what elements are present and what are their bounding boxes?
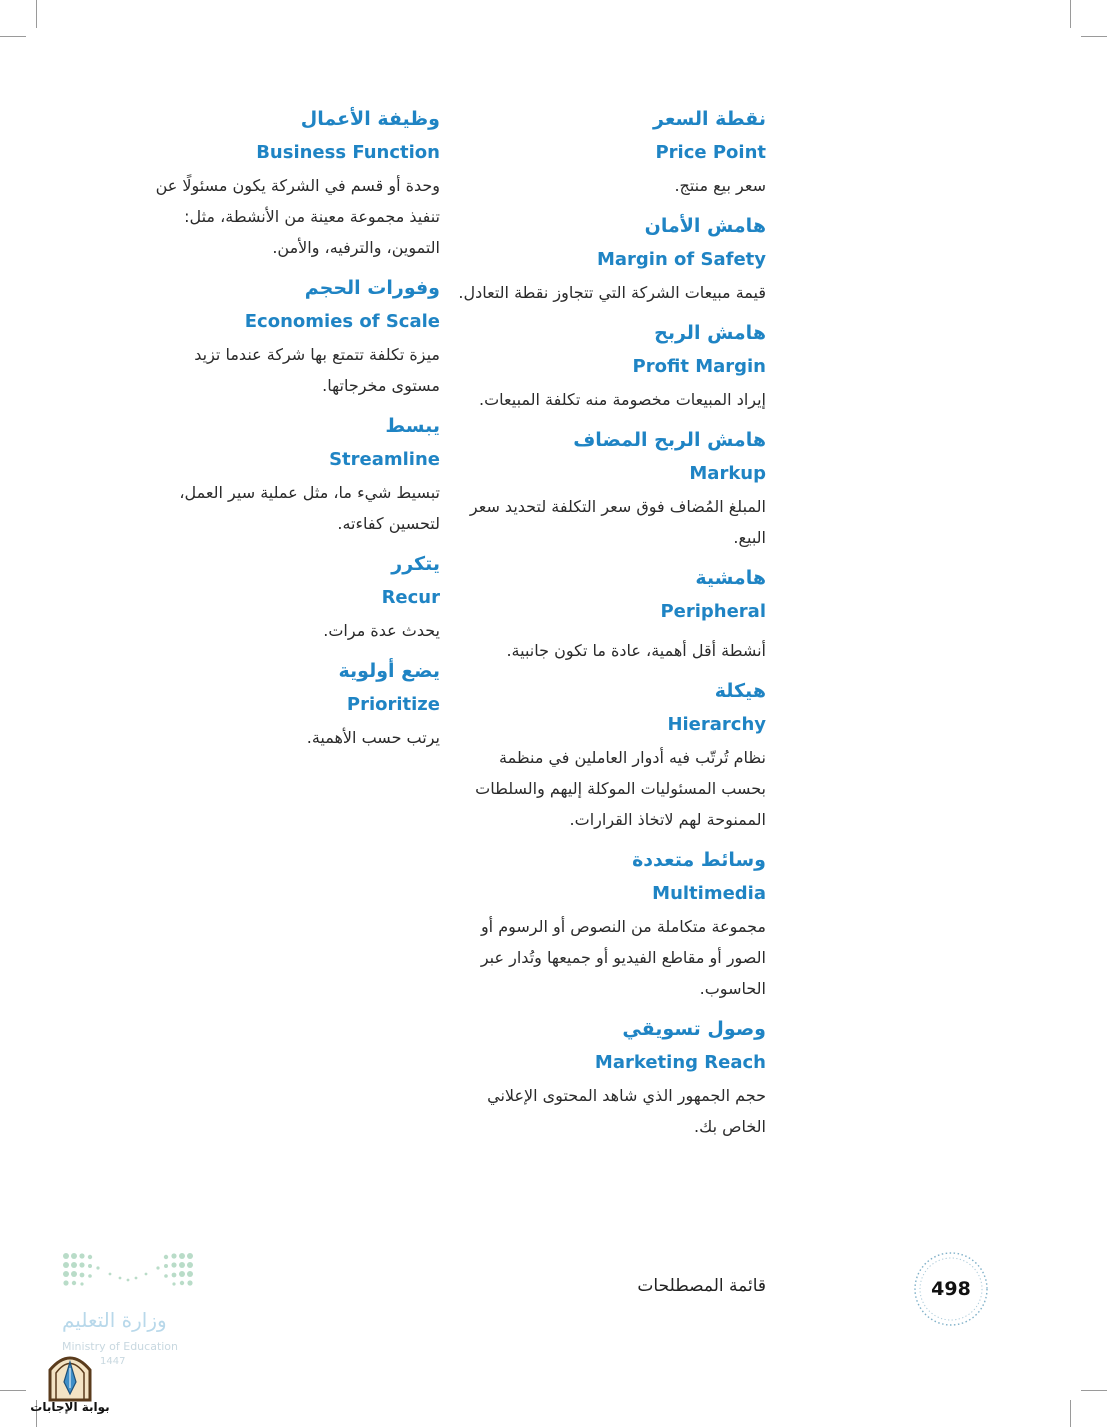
term-definition: إيراد المبيعات مخصومة منه تكلفة المبيعات. (479, 390, 766, 409)
glossary-column-right (452, 104, 766, 1152)
crop-mark (36, 0, 37, 28)
term-definition: قيمة مبيعات الشركة التي تتجاوز نقطة التعادل. (458, 283, 766, 302)
term-definition: وحدة أو قسم في الشركة يكون مسئولًا عن تنفيذ مجموعة معينة من الأنشطة، مثل: التموين، والترفيه، والأمن. (155, 176, 440, 257)
crop-mark (1070, 1400, 1071, 1427)
page-number: 498 (931, 1278, 971, 1300)
term-english: Hierarchy (667, 714, 766, 735)
term-arabic: نقطة السعر (653, 108, 766, 130)
glossary-term (150, 273, 440, 401)
ministry-name-arabic: وزارة التعليم (62, 1308, 167, 1332)
glossary-term (452, 1014, 766, 1142)
term-arabic: هامش الربح المضاف (573, 429, 766, 451)
glossary-term (452, 104, 766, 201)
term-arabic: وسائط متعددة (632, 849, 766, 871)
term-english: Prioritize (346, 694, 440, 715)
glossary-term (150, 104, 440, 263)
term-arabic: هيكلة (714, 680, 766, 702)
term-arabic: وظيفة الأعمال (300, 108, 440, 130)
term-arabic: وصول تسويقي (622, 1018, 766, 1040)
term-definition: أنشطة أقل أهمية، عادة ما تكون جانبية. (506, 641, 766, 660)
term-definition: سعر بيع منتج. (674, 176, 766, 195)
term-definition: يحدث عدة مرات. (323, 621, 440, 640)
glossary-column-left (150, 104, 440, 763)
ministry-dots-icon (40, 1250, 210, 1306)
term-definition: المبلغ المُضاف فوق سعر التكلفة لتحديد سعر البيع. (469, 497, 766, 547)
term-english: Business Function (256, 142, 440, 163)
term-arabic: وفورات الحجم (304, 277, 440, 299)
term-definition: يرتب حسب الأهمية. (306, 728, 440, 747)
glossary-term (452, 318, 766, 415)
term-definition: مجموعة متكاملة من النصوص أو الرسوم أو الصور أو مقاطع الفيديو أو جميعها وتُدار عبر الحاسوب. (480, 917, 766, 998)
ministry-year: 1447 (100, 1356, 126, 1367)
term-english: Peripheral (660, 601, 766, 622)
term-definition: تبسيط شيء ما، مثل عملية سير العمل، لتحسين كفاءته. (179, 483, 440, 533)
badge-text: بوابة الإجابات (30, 1400, 110, 1414)
glossary-term (150, 411, 440, 539)
term-arabic: هامشية (695, 567, 766, 589)
glossary-term (452, 425, 766, 553)
arch-pen-icon (30, 1348, 110, 1402)
term-english: Recur (381, 587, 440, 608)
term-arabic: هامش الأمان (644, 215, 766, 237)
term-definition: ميزة تكلفة تتمتع بها شركة عندما تزيد مستوى مخرجاتها. (194, 345, 440, 395)
term-english: Multimedia (652, 883, 766, 904)
term-english: Price Point (655, 142, 766, 163)
crop-mark (1070, 0, 1071, 28)
crop-mark (1081, 36, 1107, 37)
crop-mark (0, 1390, 26, 1391)
term-arabic: يضع أولوية (338, 660, 440, 682)
glossary-term (452, 676, 766, 835)
term-english: Marketing Reach (594, 1052, 766, 1073)
term-english: Profit Margin (632, 356, 766, 377)
term-arabic: يتكرر (391, 553, 440, 575)
term-definition: حجم الجمهور الذي شاهد المحتوى الإعلاني الخاص بك. (487, 1086, 766, 1136)
term-arabic: هامش الربح (654, 322, 766, 344)
crop-mark (1081, 1390, 1107, 1391)
term-english: Margin of Safety (596, 249, 766, 270)
footer-section-title: قائمة المصطلحات (637, 1276, 766, 1296)
glossary-term (150, 549, 440, 646)
term-english: Markup (689, 463, 766, 484)
glossary-term (452, 845, 766, 1004)
glossary-term (150, 656, 440, 753)
ministry-name-english: Ministry of Education (62, 1340, 179, 1353)
page-number-badge (912, 1250, 990, 1328)
glossary-term (452, 211, 766, 308)
term-arabic: يبسط (385, 415, 440, 437)
crop-mark (0, 36, 26, 37)
term-english: Economies of Scale (244, 311, 440, 332)
answers-portal-badge (30, 1348, 110, 1424)
term-english: Streamline (329, 449, 440, 470)
term-definition: نظام تُرتّب فيه أدوار العاملين في منظمة بحسب المسئوليات الموكلة إليهم والسلطات الممنوحة لهم لاتخاذ القرارات. (475, 748, 766, 829)
glossary-term (452, 563, 766, 666)
